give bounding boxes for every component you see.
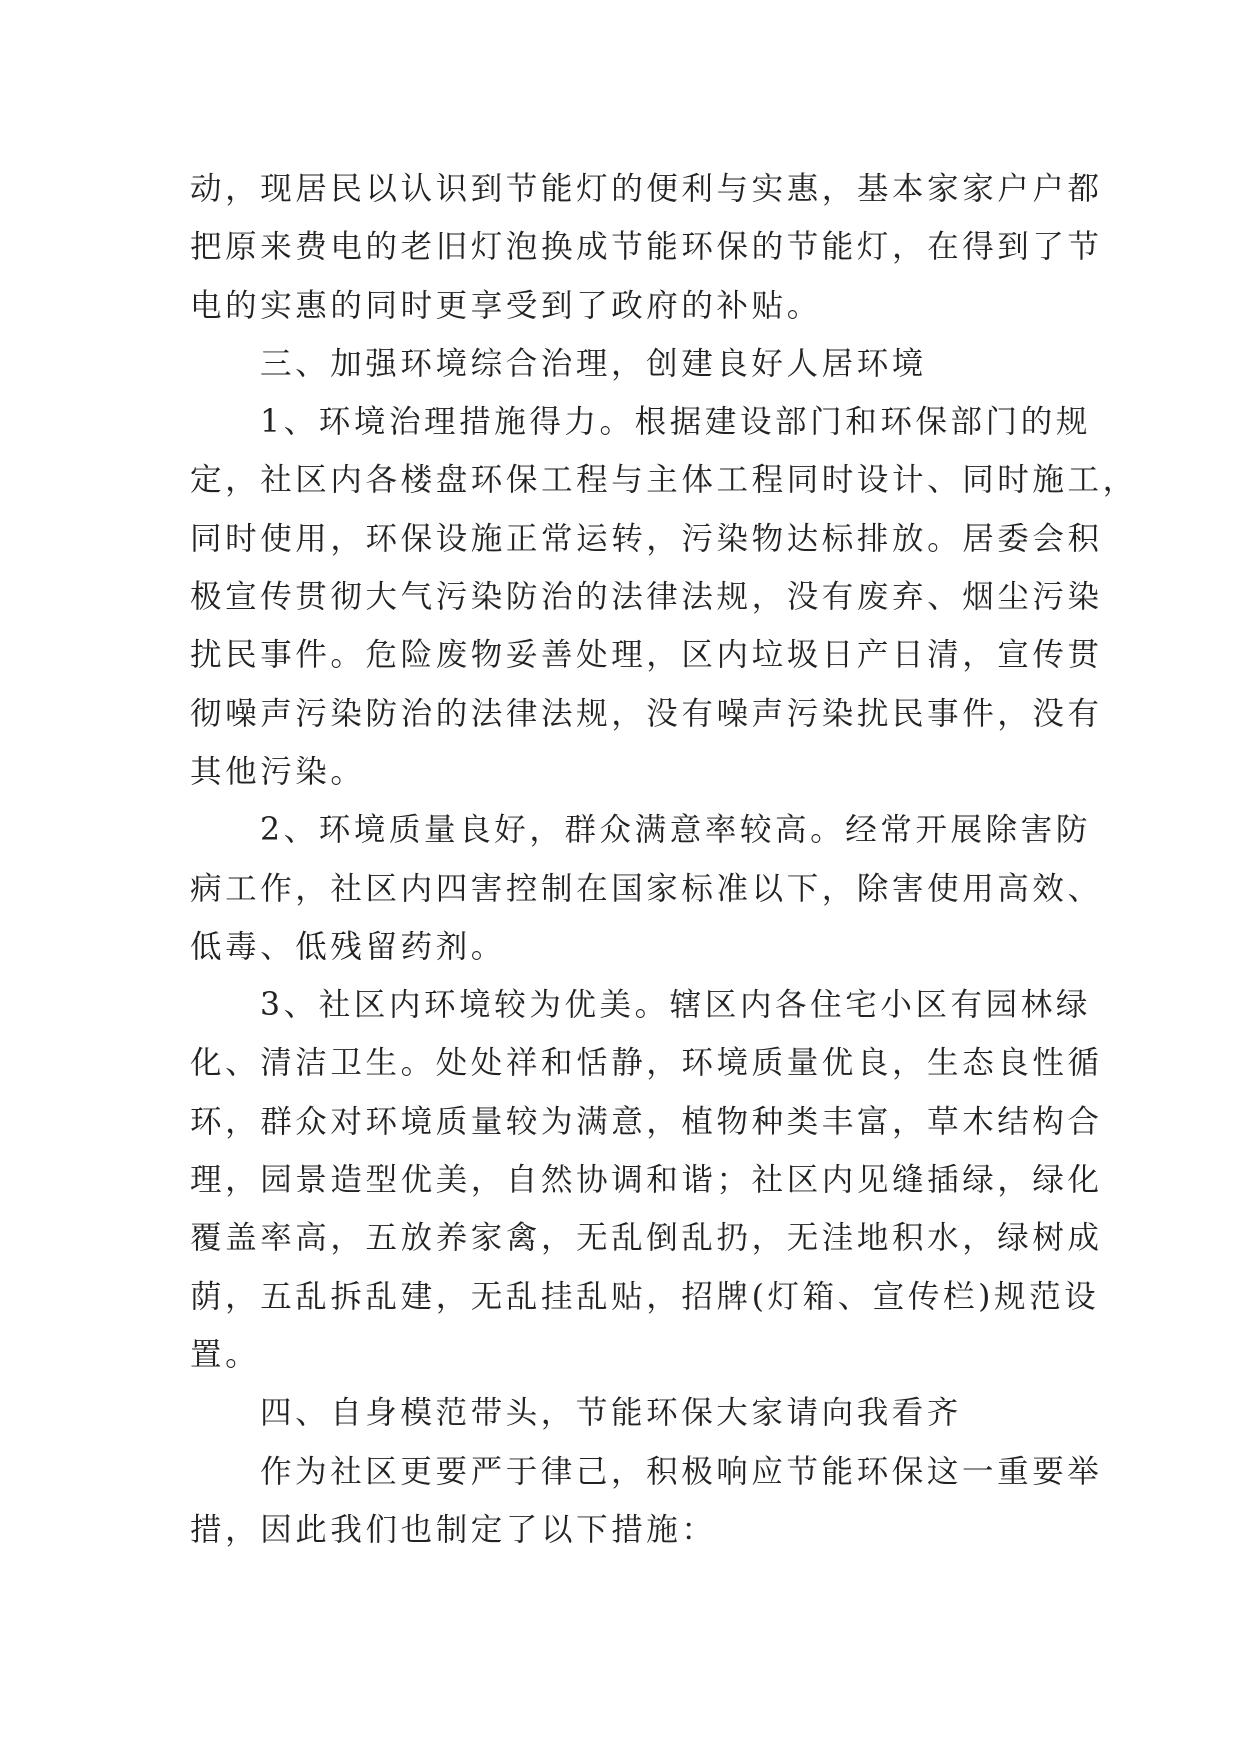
text-line: 病工作，社区内四害控制在国家标准以下，除害使用高效、 (190, 870, 1103, 907)
text-line: 环，群众对环境质量较为满意，植物种类丰富，草木结构合 (190, 1103, 1103, 1140)
text-line: 四、自身模范带头，节能环保大家请向我看齐 (260, 1395, 963, 1432)
text-line: 2、环境质量良好，群众满意率较高。经常开展除害防 (260, 812, 1091, 849)
text-line: 把原来费电的老旧灯泡换成节能环保的节能灯，在得到了节 (190, 229, 1103, 266)
text-line: 置。 (190, 1336, 261, 1373)
text-line: 1、环境治理措施得力。根据建设部门和环保部门的规 (260, 404, 1091, 441)
text-line: 化、清洁卫生。处处祥和恬静，环境质量优良，生态良性循 (190, 1045, 1103, 1082)
text-line: 理，园景造型优美，自然协调和谐；社区内见缝插绿，绿化 (190, 1162, 1103, 1199)
text-line: 扰民事件。危险废物妥善处理，区内垃圾日产日清，宣传贯 (190, 637, 1103, 674)
text-line: 低毒、低残留药剂。 (190, 928, 506, 965)
text-line: 3、社区内环境较为优美。辖区内各住宅小区有园林绿 (260, 987, 1091, 1024)
text-line: 其他污染。 (190, 753, 366, 790)
text-line: 作为社区更要严于律己，积极响应节能环保这一重要举 (260, 1453, 1103, 1490)
text-line: 极宣传贯彻大气污染防治的法律法规，没有废弃、烟尘污染 (190, 579, 1103, 616)
body-text (190, 160, 1138, 1559)
text-line: 电的实惠的同时更享受到了政府的补贴。 (190, 287, 822, 324)
text-line: 定，社区内各楼盘环保工程与主体工程同时设计、同时施工， (190, 462, 1138, 499)
text-line: 三、加强环境综合治理，创建良好人居环境 (260, 345, 927, 382)
text-line: 动，现居民以认识到节能灯的便利与实惠，基本家家户户都 (190, 171, 1103, 207)
text-line: 同时使用，环保设施正常运转，污染物达标排放。居委会积 (190, 520, 1103, 557)
text-line: 措，因此我们也制定了以下措施： (190, 1511, 717, 1548)
text-line: 覆盖率高，五放养家禽，无乱倒乱扔，无洼地积水，绿树成 (190, 1220, 1103, 1257)
text-line: 彻噪声污染防治的法律法规，没有噪声污染扰民事件，没有 (190, 695, 1103, 732)
text-line: 荫，五乱拆乱建，无乱挂乱贴，招牌(灯箱、宣传栏)规范设 (190, 1278, 1100, 1315)
